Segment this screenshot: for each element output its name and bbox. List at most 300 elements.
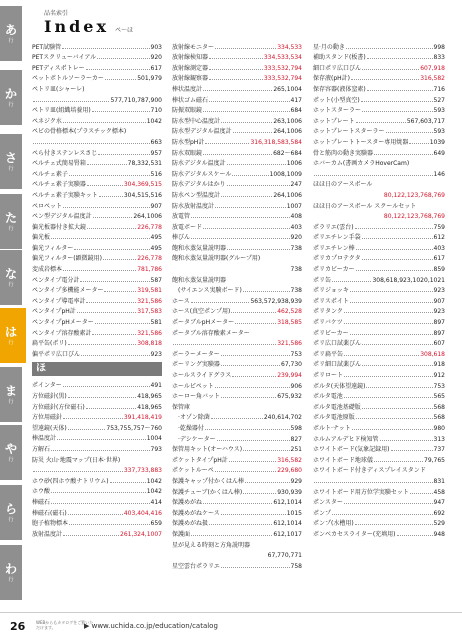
entry-page: 418,965 <box>137 403 162 411</box>
entry-page: 593 <box>433 128 445 136</box>
leader-dots <box>215 207 286 208</box>
entry-name: 放射線検知器 <box>172 54 209 62</box>
entry-name: 方解石 <box>32 445 51 453</box>
entry-name: ボルタ(天体望遠鏡) <box>313 382 366 390</box>
leader-dots <box>51 450 150 451</box>
entry-page: 261,324,1007 <box>120 530 162 538</box>
leader-dots <box>87 228 136 229</box>
index-entry <box>32 93 162 104</box>
index-tab-6[interactable] <box>0 308 22 363</box>
index-tab-char: ら <box>4 501 17 516</box>
leader-dots <box>362 69 419 70</box>
entry-name: ほほ日のアースボール スクールセット <box>313 202 417 210</box>
index-entry <box>172 178 302 189</box>
leader-dots <box>361 101 433 102</box>
index-entry <box>172 549 302 560</box>
index-entry <box>172 167 302 178</box>
entry-page: 649 <box>433 149 445 157</box>
entry-page: 907 <box>150 202 162 210</box>
index-entry <box>313 284 445 295</box>
entry-page: 682〜684 <box>273 149 302 157</box>
entry-page: 391,418,419 <box>123 414 162 422</box>
leader-dots <box>233 132 273 133</box>
leader-dots <box>362 365 433 366</box>
index-entry <box>32 157 162 168</box>
leader-dots <box>98 154 149 155</box>
index-entry <box>313 210 445 221</box>
index-header-small: 品名索引 <box>44 10 69 17</box>
entry-name: ホウ酸 <box>32 488 51 496</box>
entry-page: 859 <box>433 266 445 274</box>
index-entry <box>313 496 445 507</box>
index-tab-suffix: 行 <box>8 456 14 463</box>
index-column-2 <box>172 40 302 570</box>
entry-page: 319,581 <box>137 287 162 295</box>
leader-dots <box>362 111 433 112</box>
entry-page: 563,572,938,939 <box>250 297 302 305</box>
index-entry <box>32 326 162 337</box>
entry-page: 617 <box>150 64 162 72</box>
index-tab-char: あ <box>4 22 17 37</box>
leader-dots <box>235 323 276 324</box>
leader-dots <box>87 185 123 186</box>
index-entry <box>172 474 302 485</box>
leader-dots <box>350 334 433 335</box>
index-entry <box>172 93 302 104</box>
leader-dots <box>362 259 433 260</box>
entry-page: 587 <box>150 276 162 284</box>
entry-name: ペトリ皿(シャーレ) <box>32 85 85 93</box>
leader-dots <box>63 207 150 208</box>
leader-dots <box>191 217 290 218</box>
leader-dots <box>86 408 137 409</box>
index-tab-1[interactable] <box>0 6 22 61</box>
leader-dots <box>63 418 123 419</box>
index-entry <box>172 559 302 570</box>
entry-page: 308,618,923,1020,1021 <box>372 276 445 284</box>
index-entry <box>172 400 302 411</box>
index-entry <box>313 443 445 454</box>
leader-dots <box>374 461 423 462</box>
index-entry <box>32 315 162 326</box>
leader-dots <box>314 175 433 176</box>
leader-dots <box>33 471 123 472</box>
index-entry <box>32 337 162 348</box>
entry-name: ボルト·ナット <box>313 424 351 432</box>
leader-dots <box>211 418 263 419</box>
catalog-url-link[interactable]: ▶ www.uchida.co.jp/education/catalog <box>84 622 218 630</box>
entry-name: ポケットルーペ <box>172 467 214 475</box>
index-entry <box>313 421 445 432</box>
entry-page: 247 <box>290 181 302 189</box>
index-entry <box>313 294 445 305</box>
leader-dots <box>362 238 433 239</box>
entry-page: 581 <box>150 319 162 327</box>
entry-name: (サイエンス実験ボード) <box>178 287 242 295</box>
leader-dots <box>215 471 276 472</box>
index-title <box>44 17 133 36</box>
entry-name: 防水デジタルはかり <box>172 181 226 189</box>
entry-page: 692 <box>433 509 445 517</box>
entry-name: 防水型中心温度計 <box>172 117 221 125</box>
index-tab-suffix: 行 <box>8 225 14 232</box>
entry-name: ホットスターラー <box>313 107 361 115</box>
leader-dots <box>92 334 136 335</box>
index-entry <box>32 411 162 422</box>
leader-dots <box>409 143 428 144</box>
leader-dots <box>232 175 268 176</box>
index-entry <box>32 421 162 432</box>
entry-name: ボルタ電池基礎版 <box>313 403 361 411</box>
entry-name: ポリカビーカー <box>313 266 355 274</box>
entry-name: ホールピペット <box>172 382 214 390</box>
entry-page: 80,122,123,768,769 <box>383 213 445 221</box>
index-entry <box>32 453 162 464</box>
index-entry <box>172 157 302 168</box>
leader-dots <box>63 270 136 271</box>
index-entry <box>172 114 302 125</box>
leader-dots <box>344 312 433 313</box>
index-entry <box>172 464 302 475</box>
leader-dots <box>69 524 150 525</box>
entry-name: 偏光フィルター(顕微鏡用) <box>32 255 102 263</box>
leader-dots <box>80 281 149 282</box>
entry-name: ボルタ電池 <box>313 393 343 401</box>
entry-page: 897 <box>433 319 445 327</box>
leader-dots <box>314 482 433 483</box>
entry-page: 998 <box>433 43 445 51</box>
index-entry <box>32 146 162 157</box>
index-tab-9[interactable] <box>0 485 22 540</box>
index-list-pe <box>32 40 162 358</box>
leader-dots <box>57 439 146 440</box>
entry-page: 737 <box>433 446 445 454</box>
entry-page: 527 <box>433 96 445 104</box>
index-title-text: Index <box>44 17 110 36</box>
entry-page: 781,786 <box>137 266 162 274</box>
index-tab-suffix: 行 <box>8 576 14 583</box>
entry-name: ホワイトボード地球儀 <box>313 456 373 464</box>
entry-page: 334,533 <box>277 43 302 51</box>
index-entry <box>172 220 302 231</box>
entry-name: ペルチェ素子実験キット <box>32 191 98 199</box>
entry-page: 263,1006 <box>273 117 302 125</box>
entry-name: 星·月の動き <box>313 43 345 51</box>
index-entry <box>313 146 445 157</box>
entry-page: 501,979 <box>137 75 162 83</box>
entry-page: 495 <box>150 234 162 242</box>
entry-name: ボルタ電池原版 <box>313 414 355 422</box>
leader-dots <box>397 535 433 536</box>
entry-name: 望遠鏡(天体) <box>32 424 67 432</box>
index-entry <box>32 284 162 295</box>
entry-page: 577,710,787,900 <box>110 96 162 104</box>
entry-page: 833 <box>433 54 445 62</box>
leader-dots <box>243 450 289 451</box>
entry-page: 417 <box>290 96 302 104</box>
entry-name: ポリエチレン手袋 <box>313 234 361 242</box>
entry-name: ペルチェ式簡易腎箱 <box>32 160 86 168</box>
index-entry <box>172 199 302 210</box>
entry-page: 920 <box>150 54 162 62</box>
side-index-tabs <box>0 0 24 644</box>
entry-name: 放射線観察器 <box>172 75 209 83</box>
index-entry <box>172 294 302 305</box>
entry-name: 防水双眼鏡 <box>172 149 203 157</box>
leader-dots <box>103 259 136 260</box>
index-entry <box>32 400 162 411</box>
index-entry <box>32 517 162 528</box>
leader-dots <box>203 90 272 91</box>
index-entry <box>32 527 162 538</box>
entry-name: ペンタイプ多機能メーター <box>32 287 104 295</box>
entry-name: 防水デジタルスケール <box>172 170 232 178</box>
leader-dots <box>356 418 433 419</box>
entry-name: 棒状ゴム磁石 <box>172 96 209 104</box>
index-entry <box>313 379 445 390</box>
entry-name: ボーリング実験器 <box>172 361 220 369</box>
entry-name: ·デシケーター <box>178 435 216 443</box>
entry-page: 930,939 <box>277 488 302 496</box>
index-entry <box>313 527 445 538</box>
entry-name: ポリ広口試薬びん <box>313 340 362 348</box>
entry-name: ホース(真空ポンプ用) <box>172 308 231 316</box>
index-entry <box>172 210 302 221</box>
index-entry <box>313 337 445 348</box>
index-entry <box>32 167 162 178</box>
leader-dots <box>205 429 290 430</box>
index-entry <box>32 485 162 496</box>
entry-page: 403 <box>433 244 445 252</box>
index-tab-4[interactable] <box>0 194 22 249</box>
index-entry <box>313 61 445 72</box>
entry-name: ポリバケツ <box>313 319 343 327</box>
index-tab-suffix: 行 <box>8 516 14 523</box>
index-entry <box>172 82 302 93</box>
index-entry <box>32 442 162 453</box>
index-entry <box>313 305 445 316</box>
leader-dots <box>68 397 137 398</box>
index-list-ho-1 <box>32 379 162 538</box>
entry-page: 593 <box>433 107 445 115</box>
leader-dots <box>356 249 433 250</box>
index-tab-5[interactable] <box>0 250 22 305</box>
entry-page: 251 <box>290 446 302 454</box>
entry-name: 保護めがね <box>172 499 203 507</box>
index-entry <box>313 220 445 231</box>
entry-name: 細口ポリ広口びん <box>313 64 362 72</box>
leader-dots <box>362 344 433 345</box>
entry-page: 923 <box>150 350 162 358</box>
entry-page: 617 <box>433 255 445 263</box>
entry-name: 棒状温度計 <box>172 85 203 93</box>
entry-name: ポンプ <box>313 509 332 517</box>
entry-page: 607,918 <box>420 64 445 72</box>
index-entry <box>313 125 445 136</box>
index-tab-10[interactable] <box>0 545 22 600</box>
entry-name: ペンタイプ電分計 <box>32 276 80 284</box>
leader-dots <box>62 48 149 49</box>
entry-name: ポンスター <box>313 499 343 507</box>
entry-name: 方位用磁針 <box>32 414 63 422</box>
entry-page: 738 <box>290 244 302 252</box>
leader-dots <box>68 429 106 430</box>
entry-page: 980 <box>433 424 445 432</box>
leader-dots <box>229 461 276 462</box>
index-list-ho-3 <box>313 40 445 538</box>
index-entry <box>172 273 302 284</box>
leader-dots <box>386 132 433 133</box>
index-entry <box>172 527 302 538</box>
entry-name: ボーラーメーター <box>172 350 220 358</box>
index-tab-2[interactable] <box>0 70 22 125</box>
entry-name: 放射温度計 <box>32 530 63 538</box>
index-entry <box>313 368 445 379</box>
entry-page: 568 <box>433 414 445 422</box>
leader-dots <box>374 154 433 155</box>
entry-name: ホワイトボード(気象記録用) <box>313 446 390 454</box>
entry-page: 308,618 <box>420 350 445 358</box>
leader-dots <box>344 376 433 377</box>
index-entry <box>32 252 162 263</box>
entry-name: 保管庫 <box>172 403 191 411</box>
index-entry <box>172 390 302 401</box>
entry-page: 226,778 <box>137 255 162 263</box>
entry-page: 408 <box>290 213 302 221</box>
entry-page: 568 <box>433 403 445 411</box>
index-entry <box>32 188 162 199</box>
index-entry <box>32 178 162 189</box>
entry-page: 663 <box>150 138 162 146</box>
leader-dots <box>356 270 433 271</box>
entry-page: 1039 <box>429 138 445 146</box>
leader-dots <box>391 450 433 451</box>
leader-dots <box>221 122 272 123</box>
index-tab-suffix: 行 <box>8 339 14 346</box>
entry-page: 912 <box>433 372 445 379</box>
entry-page: 264,1006 <box>273 128 302 136</box>
leader-dots <box>209 101 290 102</box>
entry-name: ポリエチレン棒 <box>313 244 355 252</box>
leader-dots <box>51 503 150 504</box>
entry-name: 防水デジタル温度計 <box>172 160 226 168</box>
index-entry <box>32 347 162 358</box>
entry-name: 保存容器(液体窒素) <box>313 85 366 93</box>
entry-name: 骨と筋肉の動き実験器 <box>313 149 374 157</box>
index-tab-suffix: 行 <box>8 281 14 288</box>
entry-name: 防水型デジタル温度計 <box>172 128 232 136</box>
leader-dots <box>243 291 290 292</box>
leader-dots <box>68 514 123 515</box>
entry-name: 飽和水蒸気量説明器(グループ用) <box>172 255 261 263</box>
entry-page: 516 <box>150 170 162 178</box>
entry-page: 316,582 <box>277 456 302 464</box>
index-entry <box>313 400 445 411</box>
leader-dots <box>227 164 286 165</box>
entry-page: 607 <box>433 340 445 348</box>
leader-dots <box>77 312 136 313</box>
entry-page: 907 <box>433 297 445 305</box>
index-entry <box>172 506 302 517</box>
entry-page: 67,770,771 <box>267 552 302 560</box>
index-entry <box>32 82 162 93</box>
leader-dots <box>81 355 150 356</box>
entry-name: ホットプレートトースター専用焼器 <box>313 138 409 146</box>
leader-dots <box>332 281 371 282</box>
leader-dots <box>366 387 432 388</box>
entry-page: 957 <box>150 149 162 157</box>
index-subtitle: ペ〜ほ <box>115 27 134 34</box>
index-entry <box>313 157 445 168</box>
index-tab-suffix: 行 <box>8 398 14 405</box>
entry-name: ポリスポイト <box>313 297 349 305</box>
entry-page: 918 <box>433 361 445 369</box>
index-entry <box>172 262 302 273</box>
entry-page: 316,582 <box>420 75 445 83</box>
leader-dots <box>203 154 272 155</box>
index-tab-8[interactable] <box>0 425 22 480</box>
leader-dots <box>221 365 280 366</box>
index-entry <box>32 474 162 485</box>
index-tab-char: ま <box>4 383 17 398</box>
leader-dots <box>209 58 263 59</box>
entry-name: ポインター <box>32 382 62 390</box>
entry-name: ホールスライドグラス <box>172 372 232 379</box>
index-entry <box>172 104 302 115</box>
entry-page: 923 <box>433 287 445 295</box>
entry-name: PETスクリューバイアル <box>32 54 97 62</box>
index-entry <box>313 252 445 263</box>
entry-page: 612,1014 <box>273 499 302 507</box>
entry-name: ポータブルpHメーター <box>172 319 235 327</box>
entry-page: 462,528 <box>277 308 302 316</box>
entry-page: 565 <box>433 393 445 401</box>
entry-name: ホーロー角バット <box>172 393 221 401</box>
leader-dots <box>380 440 433 441</box>
index-entry <box>172 538 302 549</box>
entry-page: 1007 <box>286 202 302 210</box>
page-number: 26 <box>10 620 26 633</box>
index-tab-char: は <box>4 324 17 339</box>
entry-name: ホワイトボード付きディスプレイスタンド <box>313 467 426 475</box>
entry-name: ポリビーカー <box>313 329 349 337</box>
entry-page: 491 <box>150 382 162 390</box>
active-tab-marker <box>22 308 26 363</box>
leader-dots <box>344 397 433 398</box>
entry-name: ポリロート <box>313 372 344 379</box>
leader-dots <box>367 90 433 91</box>
entry-page: 948 <box>433 530 445 538</box>
entry-page: 831 <box>433 477 445 485</box>
index-tab-3[interactable] <box>0 134 22 189</box>
entry-page: 78,332,531 <box>127 160 162 168</box>
index-entry <box>172 326 302 337</box>
index-entry <box>172 347 302 358</box>
entry-name: 方位磁針(方位磁石) <box>32 403 85 411</box>
entry-name: ポリカプロテクタ <box>313 255 361 263</box>
index-tab-7[interactable] <box>0 367 22 422</box>
index-entry <box>313 262 445 273</box>
index-entry <box>313 167 445 178</box>
index-entry <box>172 284 302 295</box>
index-entry <box>32 104 162 115</box>
index-entry <box>172 453 302 464</box>
index-entry <box>313 135 445 146</box>
leader-dots <box>203 228 290 229</box>
entry-name: ホットプレートスターラー <box>313 128 385 136</box>
entry-page: 1004 <box>146 435 162 443</box>
entry-page: 495 <box>150 244 162 252</box>
